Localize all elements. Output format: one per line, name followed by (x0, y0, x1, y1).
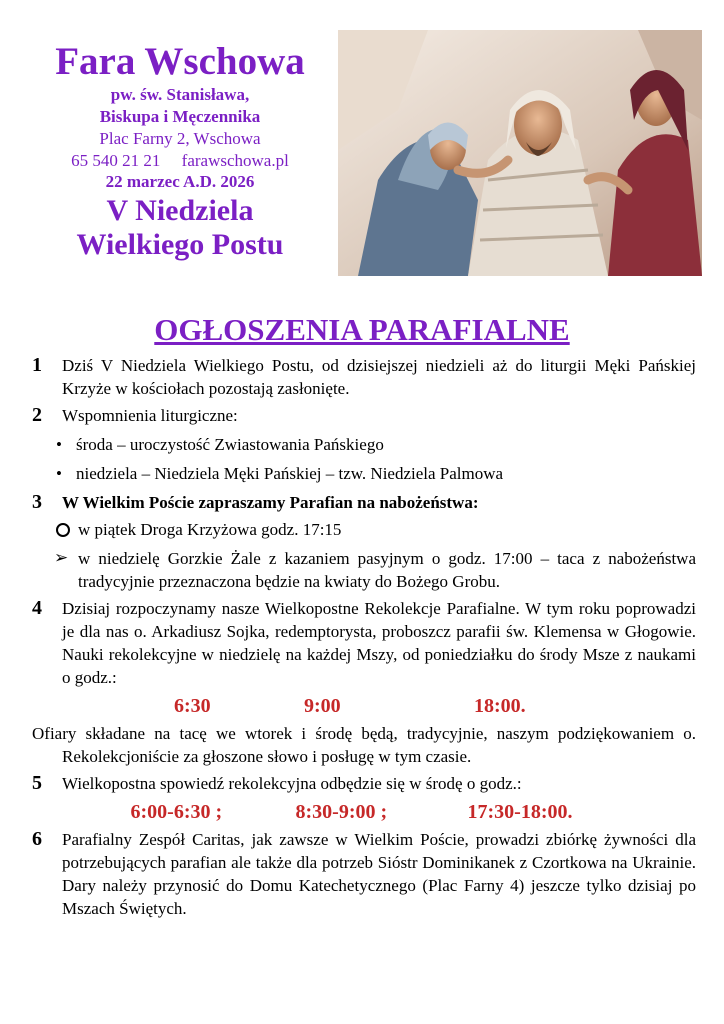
phone: 65 540 21 21 (71, 151, 161, 170)
item-text: W Wielkim Poście zapraszamy Parafian na nabożeństwa: (62, 493, 479, 512)
announcement-3 (32, 491, 696, 514)
circle-bullet-item (32, 518, 696, 541)
item-text: Dzisiaj rozpoczynamy nasze Wielkopostne Rekolekcje Parafialne. W tym roku poprowadzi je dla nas o. Arkadiusz Sojka, redemptorysta, proboszcz parafii św. Klemensa w Głogowie. Nauki rekolekcyjne w niedzielę na każdej Mszy, od poniedziałku do środy Msze z naukami o godz.: (62, 599, 696, 687)
item-text: Dziś V Niedziela Wielkiego Postu, od dzisiejszej niedzieli aż do liturgii Męki Pańskiej Krzyże w kościołach pozostają zasłonięte. (62, 356, 696, 398)
item-number: 2 (32, 404, 42, 426)
sunday-title-line-1: V Niedziela (106, 194, 254, 227)
announcement-5 (32, 772, 696, 795)
confession-time: 8:30-9:00 ; (295, 801, 388, 823)
sunday-title (20, 194, 340, 262)
arrow-bullet-icon: ➢ (54, 548, 69, 568)
announcement-1 (32, 354, 696, 400)
bulletin-header (0, 0, 724, 300)
mass-time: 18:00. (474, 695, 526, 717)
patron-line-2: Biskupa i Męczennika (99, 107, 261, 126)
bullet-item (32, 462, 696, 485)
parish-info (20, 40, 340, 262)
announcement-4 (32, 597, 696, 689)
sunday-title-line-2: Wielkiego Postu (76, 228, 284, 261)
bulletin-date: 22 marzec A.D. 2026 (105, 172, 255, 191)
offering-note: Ofiary składane na tacę we wtorek i środę będą, tradycyjnie, naszym podziękowaniem o. Rekolekcjoniście za głoszone słowo i posługę w tym czasie. (32, 724, 696, 766)
lazarus-illustration (338, 30, 702, 276)
item-text: Wspomnienia liturgiczne: (62, 406, 238, 425)
patron-line-1: pw. św. Stanisława, (110, 85, 250, 104)
bullet-item (32, 433, 696, 456)
bullet-text: w niedzielę Gorzkie Żale z kazaniem pasyjnym o godz. 17:00 – taca z nabożeństwa tradycyjnie przeznaczona będzie na kwiaty do Bożego Grobu. (78, 549, 696, 591)
item-number: 4 (32, 597, 42, 619)
arrow-bullet-item (32, 547, 696, 593)
announcement-6 (32, 828, 696, 920)
website: farawschowa.pl (181, 151, 289, 170)
bullet-text: w piątek Droga Krzyżowa godz. 17:15 (78, 520, 342, 539)
item-number: 3 (32, 491, 42, 513)
mass-time: 9:00 (304, 695, 341, 717)
item-number: 6 (32, 828, 42, 850)
address: Plac Farny 2, Wschowa (99, 129, 261, 148)
announcements-list (32, 354, 696, 924)
mass-time: 6:30 (174, 695, 211, 717)
item-number: 1 (32, 354, 42, 376)
parish-title: Fara Wschowa (55, 40, 305, 83)
announcement-2 (32, 404, 696, 427)
announcements-heading: OGŁOSZENIA PARAFIALNE (154, 312, 570, 347)
circle-bullet-icon (56, 523, 70, 537)
bullet-text: środa – uroczystość Zwiastowania Pańskiego (76, 435, 384, 454)
confession-times (32, 801, 696, 824)
bullet-text: niedziela – Niedziela Męki Pańskiej – tzw. Niedziela Palmowa (76, 464, 504, 483)
bullet-icon: • (56, 464, 62, 483)
item-number: 5 (32, 772, 42, 794)
bullet-icon: • (56, 435, 62, 454)
contact-line (20, 150, 340, 172)
item-text: Wielkopostna spowiedź rekolekcyjna odbędzie się w środę o godz.: (62, 774, 522, 793)
item-text: Parafialny Zespół Caritas, jak zawsze w Wielkim Poście, prowadzi zbiórkę żywności dla potrzebujących parafian ale także dla potrzeb Sióstr Dominikanek z Czortkowa na Ukrainie. Dary należy przynosić do Domu Katechetycznego (Plac Farny 4) jeszcze tylko dzisiaj po Mszach Świętych. (62, 830, 696, 918)
confession-time: 6:00-6:30 ; (130, 801, 223, 823)
confession-time: 17:30-18:00. (467, 801, 573, 823)
retreat-mass-times (32, 695, 696, 718)
